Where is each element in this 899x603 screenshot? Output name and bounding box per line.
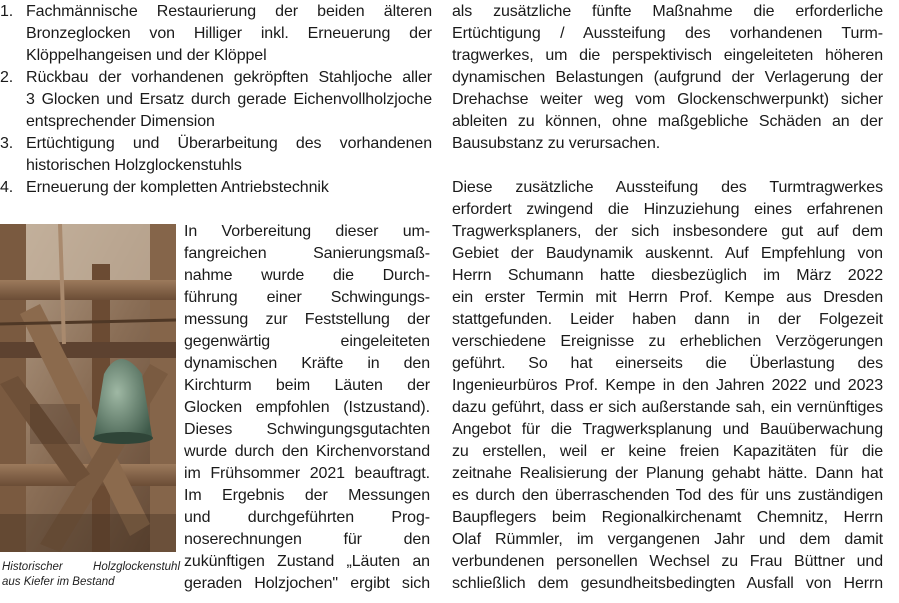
text-line: führung einer Schwingungs-	[184, 289, 430, 306]
text-line: Herrn Schumann hatte diesbezüglich im März 2022	[452, 267, 883, 284]
text-line: Ingenieurbüros Prof. Kempe in den Jahren 2022 und 2023	[452, 377, 883, 394]
paragraph-gap	[452, 155, 883, 177]
caption-line: aus Kiefer im Bestand	[2, 576, 115, 588]
text-line: noserechnungen für den	[184, 531, 430, 548]
text-line: Gebiet der Baudynamik auskennt. Auf Empfehlung von	[452, 245, 883, 262]
text-line: im Frühsommer 2021 beauftragt.	[184, 465, 430, 482]
text-line: verschiedene Ereignisse zu erheblichen Verzögerungen	[452, 333, 883, 350]
list-number: 1.	[0, 3, 14, 20]
text-line: Drehachse weiter weg vom Glockenschwerpunkt) sicher	[452, 91, 883, 108]
text-line: erfordert zwingend die Hinzuziehung eines erfahrenen	[452, 201, 883, 218]
list-text-line: historischen Holzglockenstuhls	[26, 157, 242, 174]
text-line: Im Ergebnis der Messungen	[184, 487, 430, 504]
text-line: dazu geführt, dass er sich außerstande sah, ein vernünftiges	[452, 399, 883, 416]
text-line: zeitnahe Realisierung der Planung gehabt hätte. Dann hat	[452, 465, 883, 482]
list-number: 3.	[0, 135, 14, 152]
bell-frame-illustration	[0, 224, 176, 552]
text-line: es durch den überraschenden Tod des für uns zuständigen	[452, 487, 883, 504]
paragraph	[452, 177, 883, 595]
text-line: Olaf Rümmler, im vergangenen Jahr und dem damit	[452, 531, 883, 548]
text-line: Bausubstanz zu verursachen.	[452, 135, 661, 152]
list-text-line: entsprechender Dimension	[26, 113, 215, 130]
list-text-line: Ertüchtigung und Überarbeitung des vorhandenen	[26, 135, 432, 152]
list-text-line: Rückbau der vorhandenen gekröpften Stahljoche aller	[26, 69, 432, 86]
list-item	[0, 177, 432, 199]
list-number: 4.	[0, 179, 14, 196]
text-line: Angebot für die Tragwerksplanung und Bauüberwachung	[452, 421, 883, 438]
text-line: wurde durch den Kirchenvorstand	[184, 443, 430, 460]
text-line: ein erster Termin mit Herrn Prof. Kempe aus Dresden	[452, 289, 883, 306]
text-line: geführt. So hat einerseits die Überlastung des	[452, 355, 883, 372]
text-line: tragwerkes, um die perspektivisch eingeleiteten höheren	[452, 47, 883, 64]
text-line: Ertüchtigung / Aussteifung des vorhandenen Turm-	[452, 25, 883, 42]
photo-caption	[2, 560, 180, 590]
caption-line: Historischer Holzglockenstuhl	[2, 561, 180, 573]
text-line: schließlich dem gesundheitsbedingten Ausfall von Herrn	[452, 575, 883, 592]
list-text-line: Klöppelhangeisen und der Klöppel	[26, 47, 267, 64]
list-text-line: Erneuerung der kompletten Antriebstechnik	[26, 179, 329, 196]
text-line: dynamischen Belastungen (aufgrund der Verlagerung der	[452, 69, 883, 86]
list-item	[0, 1, 432, 67]
list-item	[0, 67, 432, 133]
text-line: dynamischen Kräfte in den	[184, 355, 430, 372]
list-item	[0, 133, 432, 177]
text-line: Dieses Schwingungsgutachten	[184, 421, 430, 438]
text-line: Diese zusätzliche Aussteifung des Turmtragwerkes	[452, 179, 883, 196]
list-number: 2.	[0, 69, 14, 86]
text-line: geraden Holzjochen" ergibt sich	[184, 575, 430, 592]
text-line: Tragwerksplaners, der sich insbesondere gut auf dem	[452, 223, 883, 240]
list-text-line: 3 Glocken und Ersatz durch gerade Eichenvollholzjoche	[26, 91, 432, 108]
right-column-text	[452, 1, 883, 595]
text-line: fangreichen Sanierungsmaß-	[184, 245, 430, 262]
text-line: verbundenen personellen Wechsel zu Frau Büttner und	[452, 553, 883, 570]
text-line: Baupflegers beim Regionalkirchenamt Chemnitz, Herrn	[452, 509, 883, 526]
list-text-line: Bronzeglocken von Hilliger inkl. Erneuerung der	[26, 25, 432, 42]
text-line: zu erstellen, weil er keine freien Kapazitäten für die	[452, 443, 883, 460]
middle-column-text	[184, 221, 430, 595]
text-line: Kirchturm beim Läuten der	[184, 377, 430, 394]
measures-list	[0, 1, 432, 199]
text-line: gegenwärtig eingeleiteten	[184, 333, 430, 350]
text-line: und durchgeführten Prog-	[184, 509, 430, 526]
text-line: messung zur Feststellung der	[184, 311, 430, 328]
text-line: In Vorbereitung dieser um-	[184, 223, 430, 240]
text-line: nahme wurde die Durch-	[184, 267, 430, 284]
text-line: ableiten zu können, ohne maßgebliche Schäden an der	[452, 113, 883, 130]
bell-frame-photo	[0, 224, 176, 552]
text-line: als zusätzliche fünfte Maßnahme die erforderliche	[452, 3, 883, 20]
text-line: stattgefunden. Leider haben dann in der Folgezeit	[452, 311, 883, 328]
text-line: zukünftigen Zustand „Läuten an	[184, 553, 430, 570]
paragraph	[452, 1, 883, 155]
list-text-line: Fachmännische Restaurierung der beiden älteren	[26, 3, 432, 20]
text-line: Glocken empfohlen (Istzustand).	[184, 399, 430, 416]
